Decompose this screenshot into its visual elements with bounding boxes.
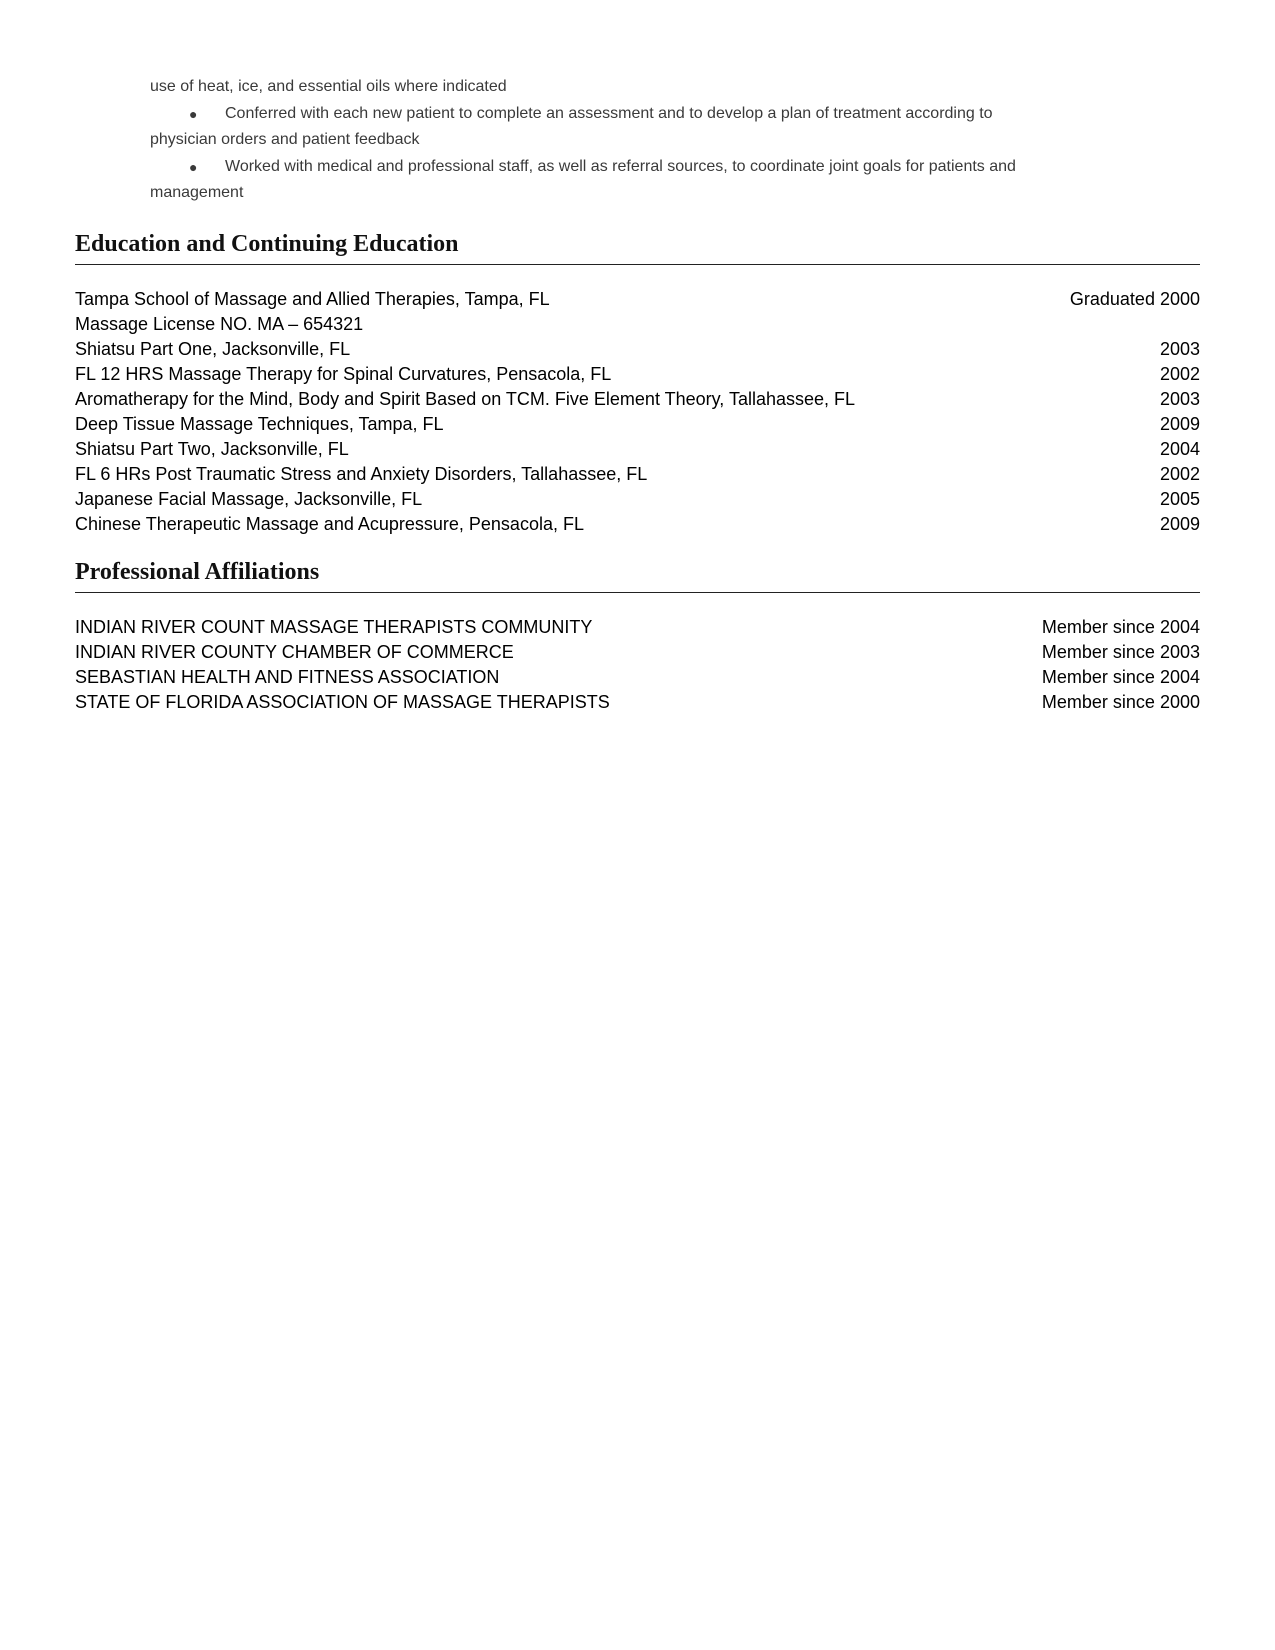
affiliations-section bbox=[75, 558, 1200, 715]
experience-continuation bbox=[150, 74, 1110, 207]
education-date: 2009 bbox=[1159, 414, 1200, 434]
education-date: 2004 bbox=[1159, 439, 1200, 459]
education-name: Shiatsu Part Two, Jacksonville, FL bbox=[75, 439, 349, 459]
education-date: 2002 bbox=[1159, 464, 1200, 484]
education-date: 2003 bbox=[1159, 389, 1200, 409]
section-heading: Professional Affiliations bbox=[75, 559, 320, 585]
section-divider bbox=[75, 264, 1200, 265]
bullet-continuation-text: use of heat, ice, and essential oils where indicated bbox=[150, 78, 507, 95]
education-name: Chinese Therapeutic Massage and Acupressure, Pensacola, FL bbox=[75, 514, 584, 534]
affiliation-row bbox=[75, 665, 1200, 690]
section-divider bbox=[75, 592, 1200, 593]
affiliation-name: INDIAN RIVER COUNT MASSAGE THERAPISTS COMMUNITY bbox=[75, 617, 593, 637]
affiliation-name: STATE OF FLORIDA ASSOCIATION OF MASSAGE THERAPISTS bbox=[75, 692, 610, 712]
affiliation-name: SEBASTIAN HEALTH AND FITNESS ASSOCIATION bbox=[75, 667, 500, 687]
bullet-item bbox=[150, 154, 1110, 181]
education-row bbox=[75, 462, 1200, 487]
bullet-text-wrap: physician orders and patient feedback bbox=[150, 131, 420, 148]
affiliation-row bbox=[75, 690, 1200, 715]
education-row bbox=[75, 312, 1200, 337]
affiliation-date: Member since 2000 bbox=[1041, 692, 1200, 712]
education-date: Graduated 2000 bbox=[1069, 289, 1200, 309]
education-row bbox=[75, 387, 1200, 412]
affiliation-row bbox=[75, 640, 1200, 665]
section-heading: Education and Continuing Education bbox=[75, 231, 459, 257]
bullet-text: Worked with medical and professional staff, as well as referral sources, to coordinate joint goals for patients and bbox=[225, 157, 1016, 175]
affiliation-row bbox=[75, 615, 1200, 640]
education-name: Aromatherapy for the Mind, Body and Spirit Based on TCM. Five Element Theory, Tallahassee, FL bbox=[75, 389, 856, 409]
education-name: Massage License NO. MA – 654321 bbox=[75, 314, 364, 334]
education-row bbox=[75, 437, 1200, 462]
education-row bbox=[75, 337, 1200, 362]
education-row bbox=[75, 512, 1200, 537]
education-date: 2009 bbox=[1159, 514, 1200, 534]
affiliations-list bbox=[75, 615, 1200, 715]
education-list bbox=[75, 287, 1200, 537]
education-name: Shiatsu Part One, Jacksonville, FL bbox=[75, 339, 351, 359]
bullet-icon: ● bbox=[189, 105, 198, 122]
education-date: 2002 bbox=[1159, 364, 1200, 384]
education-section bbox=[75, 230, 1200, 537]
education-row bbox=[75, 412, 1200, 437]
affiliation-date: Member since 2004 bbox=[1041, 667, 1200, 687]
education-row bbox=[75, 287, 1200, 312]
bullet-text-wrap: management bbox=[150, 184, 244, 201]
education-date: 2005 bbox=[1159, 489, 1200, 509]
education-date: 2003 bbox=[1159, 339, 1200, 359]
education-row bbox=[75, 487, 1200, 512]
affiliation-name: INDIAN RIVER COUNTY CHAMBER OF COMMERCE bbox=[75, 642, 514, 662]
affiliation-date: Member since 2003 bbox=[1041, 642, 1200, 662]
education-name: FL 6 HRs Post Traumatic Stress and Anxiety Disorders, Tallahassee, FL bbox=[75, 464, 648, 484]
affiliation-date: Member since 2004 bbox=[1041, 617, 1200, 637]
education-row bbox=[75, 362, 1200, 387]
education-name: Japanese Facial Massage, Jacksonville, FL bbox=[75, 489, 423, 509]
education-name: Deep Tissue Massage Techniques, Tampa, FL bbox=[75, 414, 444, 434]
education-name: FL 12 HRS Massage Therapy for Spinal Curvatures, Pensacola, FL bbox=[75, 364, 612, 384]
bullet-item bbox=[150, 101, 1110, 128]
bullet-icon: ● bbox=[189, 158, 198, 175]
education-name: Tampa School of Massage and Allied Therapies, Tampa, FL bbox=[75, 289, 550, 309]
bullet-text: Conferred with each new patient to complete an assessment and to develop a plan of treatment according to bbox=[225, 104, 993, 122]
